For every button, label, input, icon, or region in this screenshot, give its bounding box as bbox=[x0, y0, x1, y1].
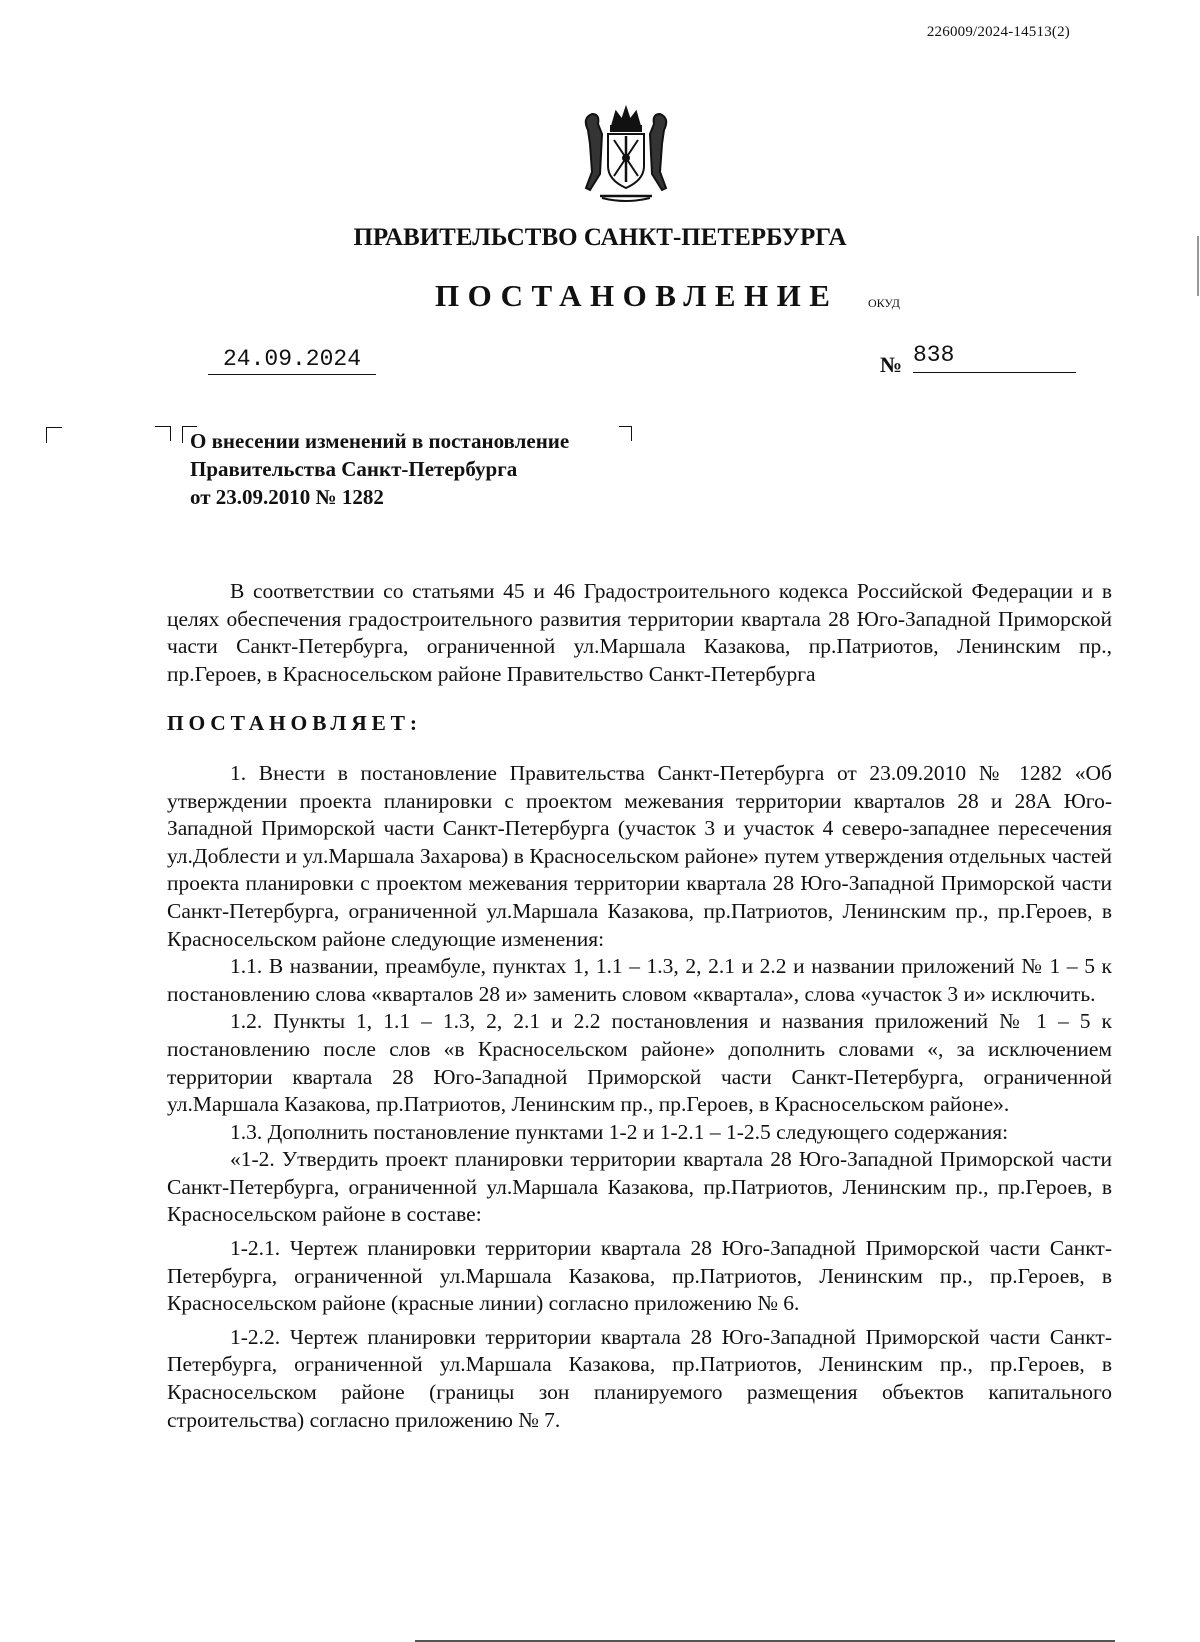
subject-line: О внесении изменений в постановление bbox=[190, 429, 570, 453]
document-number-field bbox=[913, 342, 1076, 373]
document-subject bbox=[190, 427, 569, 511]
okud-label: ОКУД bbox=[868, 296, 900, 310]
corner-mark-left bbox=[46, 427, 62, 443]
paragraph-1-2-1: 1-2.1. Чертеж планировки территории квартала 28 Юго-Западной Приморской части Санкт-Петербурга, ограниченной ул.Маршала Казакова, пр.Патриотов, Ленинским пр., пр.Героев, в Красносельском районе (красные линии) согласно приложению № 6. bbox=[167, 1236, 1112, 1316]
document-date-field bbox=[208, 346, 376, 375]
corner-mark-subject-left-outer bbox=[155, 426, 171, 441]
paragraph-1: 1. Внести в постановление Правительства Санкт-Петербурга от 23.09.2010 № 1282 «Об утверждении проекта планировки с проектом межевания территории кварталов 28 и 28А Юго-Западной Приморской части Санкт-Петербурга (участок 3 и участок 4 северо-западнее пересечения ул.Доблести и ул.Маршала Захарова) в Красносельском районе» путем утверждения отдельных частей проекта планировки с проектом межевания территории квартала 28 Юго-Западной Приморской части Санкт-Петербурга, ограниченной ул.Маршала Казакова, пр.Патриотов, Ленинским пр., пр.Героев, в Красносельском районе следующие изменения: bbox=[167, 760, 1112, 951]
document-number: 838 bbox=[913, 342, 955, 368]
government-title: ПРАВИТЕЛЬСТВО САНКТ-ПЕТЕРБУРГА bbox=[353, 224, 847, 251]
scan-right-edge bbox=[1197, 236, 1199, 296]
corner-mark-subject-right bbox=[619, 426, 632, 441]
document-type-title: ПОСТАНОВЛЕНИЕ bbox=[435, 278, 839, 313]
preamble-paragraph: В соответствии со статьями 45 и 46 Градостроительного кодекса Российской Федерации и в целях обеспечения градостроительного развития территории квартала 28 Юго-Западной Приморской части Санкт-Петербурга, ограниченной ул.Маршала Казакова, пр.Патриотов, Ленинским пр., пр.Героев, в Красносельском районе Правительство Санкт-Петербурга bbox=[167, 579, 1112, 686]
paragraph-1-2-2: 1-2.2. Чертеж планировки территории квартала 28 Юго-Западной Приморской части Санкт-Петербурга, ограниченной ул.Маршала Казакова, пр.Патриотов, Ленинским пр., пр.Героев, в Красносельском районе (границы зон планируемого размещения объектов капитального строительства) согласно приложению № 7. bbox=[167, 1324, 1112, 1432]
spb-coat-of-arms-icon bbox=[578, 104, 674, 204]
document-date: 24.09.2024 bbox=[222, 346, 362, 372]
decree-heading: ПОСТАНОВЛЯЕТ: bbox=[167, 711, 422, 736]
number-sign: № bbox=[880, 352, 903, 377]
paragraph-1-3: 1.3. Дополнить постановление пунктами 1-2 и 1-2.1 – 1-2.5 следующего содержания: bbox=[230, 1119, 1009, 1144]
paragraph-1-3-quote: «1-2. Утвердить проект планировки территории квартала 28 Юго-Западной Приморской части Санкт-Петербурга, ограниченной ул.Маршала Казакова, пр.Патриотов, Ленинским пр., пр.Героев, в Красносельском районе в составе: bbox=[167, 1147, 1112, 1227]
subject-line: Правительства Санкт-Петербурга bbox=[190, 457, 518, 481]
document-body bbox=[167, 578, 1112, 1434]
subject-line: от 23.09.2010 № 1282 bbox=[190, 485, 384, 509]
paragraph-1-2: 1.2. Пункты 1, 1.1 – 1.3, 2, 2.1 и 2.2 постановления и названия приложений № 1 – 5 к постановлению после слов «в Красносельском районе» дополнить словами «, за исключением территории квартала 28 Юго-Западной Приморской части Санкт-Петербурга, ограниченной ул.Маршала Казакова, пр.Патриотов, Ленинским пр., пр.Героев, в Красносельском районе». bbox=[167, 1009, 1112, 1117]
document-registration-code: 226009/2024-14513(2) bbox=[926, 24, 1070, 40]
paragraph-1-1: 1.1. В названии, преамбуле, пунктах 1, 1.1 – 1.3, 2, 2.1 и 2.2 и названии приложений № 1 – 5 к постановлению слова «кварталов 28 и» заменить словом «квартала», слова «участок 3 и» исключить. bbox=[167, 954, 1112, 1006]
